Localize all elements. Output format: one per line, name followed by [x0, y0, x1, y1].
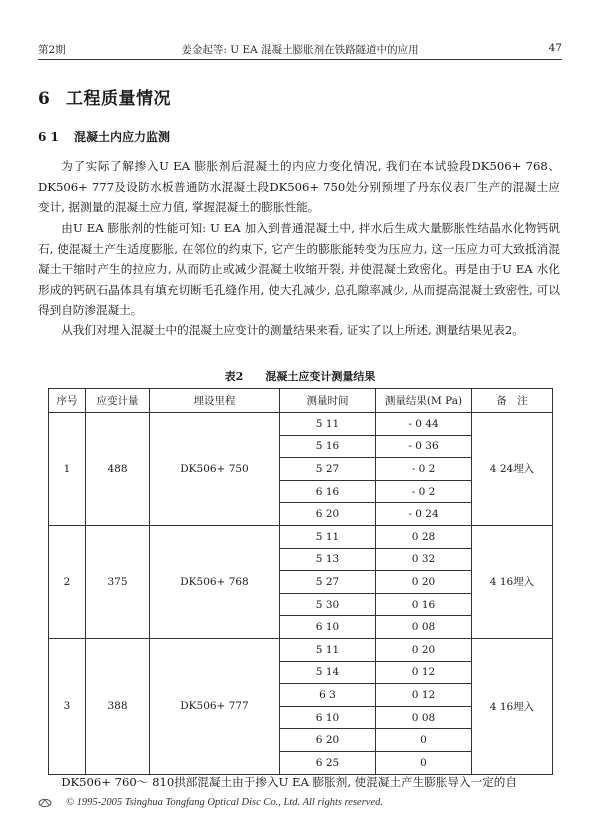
table-row — [49, 413, 553, 436]
cell-remark: 4 24埋入 — [472, 413, 553, 526]
running-title: 姜金起等: U EA 混凝土膨胀剂在铁路隧道中的应用 — [181, 44, 419, 56]
cell-result: 0 12 — [376, 684, 472, 707]
page-number: 47 — [548, 42, 562, 54]
cell-time: 5 30 — [280, 593, 376, 616]
cell-time: 5 16 — [280, 435, 376, 458]
cell-time: 6 10 — [280, 706, 376, 729]
cell-result: 0 32 — [376, 548, 472, 571]
header-seq: 序号 — [49, 389, 86, 413]
publisher-logo-icon — [38, 798, 52, 808]
cell-remark: 4 16埋入 — [472, 638, 553, 774]
section-title: 工程质量情况 — [66, 89, 171, 109]
header-time: 测量时间 — [280, 389, 376, 413]
table-row — [49, 638, 553, 661]
cell-time: 5 11 — [280, 525, 376, 548]
header-remark: 备 注 — [472, 389, 553, 413]
cell-time: 6 3 — [280, 684, 376, 707]
cell-time: 6 20 — [280, 729, 376, 752]
subsection-heading — [38, 128, 170, 145]
strain-measurement-table — [48, 388, 553, 775]
issue-label: 第2期 — [38, 44, 66, 56]
cell-time: 5 27 — [280, 571, 376, 594]
paragraph-2: 由U EA 膨胀剂的性能可知: U EA 加入到普通混凝土中, 拌水后生成大量膨胀性结晶水化物钙矾石, 使混凝土产生适度膨胀, 在邻位的约束下, 它产生的膨胀能转变为压应力, 这一压应力可大致抵消混凝土干缩时产生的拉应力, 从而防止或减少混凝土收缩开裂, 并使混凝土致密化。再是由于U EA 水化形成的钙矾石晶体具有填充切断毛孔缝作用, 使大孔减少, 总孔隙率减少, 从而提高混凝土致密性, 可以得到自防渗混凝土。 — [38, 221, 560, 317]
section-heading — [38, 84, 171, 109]
cell-time: 5 14 — [280, 661, 376, 684]
cell-remark: 4 16埋入 — [472, 525, 553, 638]
cell-gauge: 488 — [86, 413, 150, 526]
copyright-notice: © 1995-2005 Tsinghua Tongfang Optical Disc Co., Ltd. All rights reserved. — [66, 797, 383, 808]
cell-result: - 0 44 — [376, 413, 472, 436]
cell-result: - 0 24 — [376, 503, 472, 526]
cell-result: 0 12 — [376, 661, 472, 684]
cell-seq: 2 — [49, 525, 86, 638]
cell-result: - 0 2 — [376, 458, 472, 481]
cell-result: 0 08 — [376, 616, 472, 639]
cell-gauge: 375 — [86, 525, 150, 638]
cell-result: 0 — [376, 751, 472, 774]
cell-time: 6 10 — [280, 616, 376, 639]
paragraph-1: 为了实际了解掺入U EA 膨胀剂后混凝土的内应力变化情况, 我们在本试验段DK506+ 768、DK506+ 777及设防水板普通防水混凝土段DK506+ 750处分别预埋了丹东仪表厂生产的混凝土应变计, 据测量的混凝土应力值, 掌握混凝土的膨胀性能。 — [38, 159, 560, 214]
cell-time: 6 25 — [280, 751, 376, 774]
cell-result: - 0 36 — [376, 435, 472, 458]
table-caption-number: 表2 — [224, 370, 244, 383]
running-header — [38, 40, 562, 58]
header-result: 测量结果(M Pa) — [376, 389, 472, 413]
cell-gauge: 388 — [86, 638, 150, 774]
cell-mileage: DK506+ 750 — [150, 413, 280, 526]
section-number: 6 — [38, 89, 51, 109]
cell-result: 0 16 — [376, 593, 472, 616]
cell-seq: 1 — [49, 413, 86, 526]
paragraph-3: 从我们对埋入混凝土中的混凝土应变计的测量结果来看, 证实了以上所述, 测量结果见表2。 — [61, 323, 524, 337]
cell-result: - 0 2 — [376, 480, 472, 503]
cell-time: 5 11 — [280, 638, 376, 661]
table-caption-title: 混凝土应变计测量结果 — [265, 370, 376, 383]
cell-result: 0 08 — [376, 706, 472, 729]
header-mileage: 埋设里程 — [150, 389, 280, 413]
cell-seq: 3 — [49, 638, 86, 774]
cell-mileage: DK506+ 777 — [150, 638, 280, 774]
table-header-row — [49, 389, 553, 413]
table-caption — [0, 368, 600, 384]
cell-mileage: DK506+ 768 — [150, 525, 280, 638]
continuation-line: DK506+ 760～ 810拱部混凝土由于掺入U EA 膨胀剂, 使混凝土产生膨胀导入一定的自 — [61, 775, 517, 789]
cell-time: 6 16 — [280, 480, 376, 503]
header-gauge: 应变计量 — [86, 389, 150, 413]
cell-time: 5 13 — [280, 548, 376, 571]
cell-time: 6 20 — [280, 503, 376, 526]
cell-time: 5 11 — [280, 413, 376, 436]
cell-time: 5 27 — [280, 458, 376, 481]
header-rule — [38, 59, 562, 60]
cell-result: 0 28 — [376, 525, 472, 548]
cell-result: 0 — [376, 729, 472, 752]
cell-result: 0 20 — [376, 571, 472, 594]
cell-result: 0 20 — [376, 638, 472, 661]
table-row — [49, 525, 553, 548]
subsection-title: 混凝土内应力监测 — [74, 130, 171, 144]
subsection-number: 6 1 — [38, 130, 59, 144]
